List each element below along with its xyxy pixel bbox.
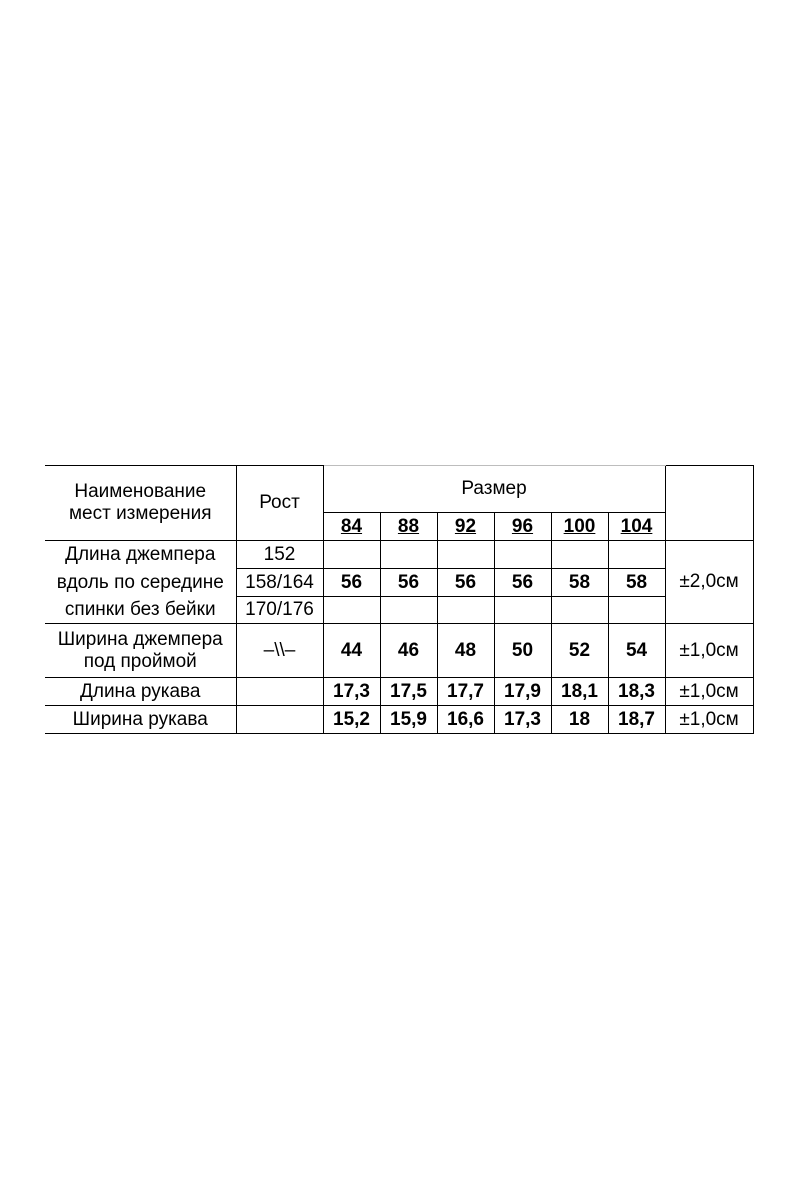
header-size-92: 92	[437, 513, 494, 541]
header-name-line2: мест измерения	[68, 503, 212, 524]
header-measurement-name	[45, 466, 236, 541]
sleeve-width-tolerance: ±1,0см	[665, 706, 753, 734]
empty-cell	[494, 597, 551, 624]
empty-cell	[323, 597, 380, 624]
header-tolerance	[665, 466, 753, 541]
jumper-width-tolerance: ±1,0см	[665, 624, 753, 678]
sleeve-length-value-84: 17,3	[323, 678, 380, 706]
header-name-line1: Наименование	[74, 481, 207, 502]
jumper-length-height-170-176: 170/176	[236, 597, 323, 624]
jumper-length-value-104: 58	[608, 569, 665, 597]
header-height: Рост	[236, 466, 323, 541]
empty-cell	[236, 706, 323, 734]
jumper-length-height-152: 152	[236, 541, 323, 569]
sleeve-width-value-104: 18,7	[608, 706, 665, 734]
header-size-96: 96	[494, 513, 551, 541]
jumper-width-value-104: 54	[608, 624, 665, 678]
jumper-length-value-92: 56	[437, 569, 494, 597]
header-size-88: 88	[380, 513, 437, 541]
jumper-width-height: –\\–	[236, 624, 323, 678]
sleeve-length-value-88: 17,5	[380, 678, 437, 706]
jumper-length-label-line1: Длина джемпера	[65, 543, 216, 565]
jumper-length-value-96: 56	[494, 569, 551, 597]
jumper-length-value-88: 56	[380, 569, 437, 597]
jumper-length-label-line3: спинки без бейки	[45, 597, 236, 624]
sleeve-length-label: Длина рукава	[45, 678, 236, 706]
sleeve-length-value-104: 18,3	[608, 678, 665, 706]
sleeve-width-value-84: 15,2	[323, 706, 380, 734]
jumper-width-value-84: 44	[323, 624, 380, 678]
jumper-length-value-100: 58	[551, 569, 608, 597]
jumper-length-height-158-164: 158/164	[236, 569, 323, 597]
size-table	[45, 465, 754, 734]
sleeve-width-value-92: 16,6	[437, 706, 494, 734]
sleeve-length-tolerance: ±1,0см	[665, 678, 753, 706]
header-size: Размер	[323, 466, 665, 513]
empty-cell	[236, 678, 323, 706]
size-chart	[45, 465, 753, 734]
empty-cell	[608, 597, 665, 624]
sleeve-width-value-88: 15,9	[380, 706, 437, 734]
jumper-width-value-92: 48	[437, 624, 494, 678]
empty-cell	[323, 541, 380, 569]
sleeve-width-label: Ширина рукава	[45, 706, 236, 734]
jumper-width-label-line2: под проймой	[83, 650, 197, 672]
header-size-84: 84	[323, 513, 380, 541]
empty-cell	[380, 541, 437, 569]
empty-cell	[437, 541, 494, 569]
sleeve-width-value-100: 18	[551, 706, 608, 734]
empty-cell	[551, 541, 608, 569]
jumper-length-label-line2: вдоль по середине	[56, 571, 224, 593]
empty-cell	[608, 541, 665, 569]
sleeve-width-value-96: 17,3	[494, 706, 551, 734]
sleeve-length-value-96: 17,9	[494, 678, 551, 706]
jumper-width-value-96: 50	[494, 624, 551, 678]
jumper-length-tolerance: ±2,0см	[665, 541, 753, 624]
sleeve-length-value-92: 17,7	[437, 678, 494, 706]
header-size-104: 104	[608, 513, 665, 541]
header-size-100: 100	[551, 513, 608, 541]
empty-cell	[437, 597, 494, 624]
jumper-width-label-line1: Ширина джемпера	[57, 628, 223, 650]
jumper-width-value-88: 46	[380, 624, 437, 678]
empty-cell	[551, 597, 608, 624]
jumper-length-value-84: 56	[323, 569, 380, 597]
jumper-width-label	[45, 624, 236, 678]
jumper-width-value-100: 52	[551, 624, 608, 678]
empty-cell	[380, 597, 437, 624]
sleeve-length-value-100: 18,1	[551, 678, 608, 706]
empty-cell	[494, 541, 551, 569]
